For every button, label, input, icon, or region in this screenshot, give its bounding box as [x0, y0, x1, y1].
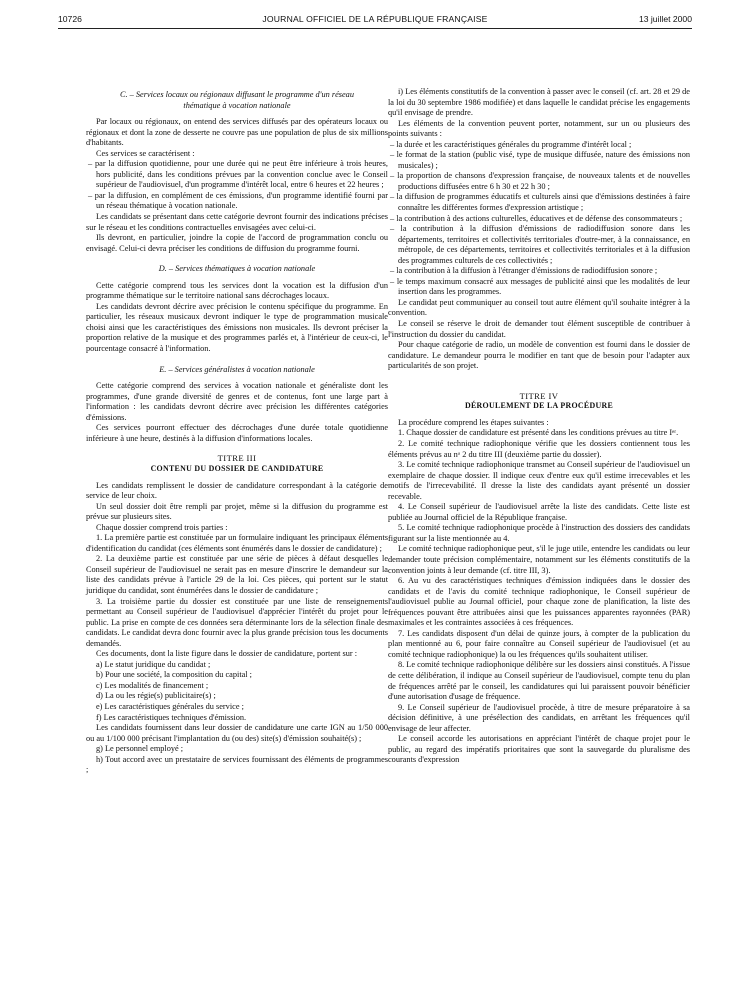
list-item: h) Tout accord avec un prestataire de services fournissant des éléments de programmes ; [86, 754, 388, 775]
section-e-heading: E. – Services généralistes à vocation nationale [159, 364, 315, 374]
paragraph: Les éléments de la convention peuvent porter, notamment, sur un ou plusieurs des points suivants : [388, 118, 690, 139]
list-item: f) Les caractéristiques techniques d'émission. [96, 712, 247, 722]
section-c-heading: C. – Services locaux ou régionaux diffusant le programme d'un réseau thématique à vocation nationale [120, 90, 354, 110]
paragraph: Un seul dossier doit être rempli par projet, même si la diffusion du programme est prévue sur plusieurs sites. [86, 501, 388, 522]
paragraph: 4. Le Conseil supérieur de l'audiovisuel arrête la liste des candidats. Cette liste est publiée au Journal officiel de la République française. [388, 502, 690, 522]
page-number: 10726 [58, 14, 82, 24]
paragraph: Ces documents, dont la liste figure dans le dossier de candidature, portent sur : [96, 649, 358, 659]
paragraph: Le conseil se réserve le droit de demander tout élément susceptible de contribuer à l'instruction du dossier du candidat. [388, 319, 690, 339]
paragraph: Cette catégorie comprend des services à vocation nationale et généraliste dont les programmes, d'une grande diversité de genres et de contenus, font une large part à l'information : les candidats devront décrire avec précision les différentes catégories d'émissions. [86, 381, 388, 422]
paragraph: 3. La troisième partie du dossier est constituée par une liste de renseignements permettant au Conseil supérieur de l'audiovisuel d'apprécier l'intérêt du projet pour le public. La prise en compte de ces données sera déterminante lors de la sélection finale des candidats. Le candidat devra donc fournir avec la plus grande précision tous les documents demandés. [86, 596, 388, 648]
paragraph: Les candidats fournissent dans leur dossier de candidature une carte IGN au 1/50 000 ou au 1/100 000 précisant l'implantation du (ou des) site(s) d'émission souhaité(s) ; [86, 723, 388, 743]
paragraph: Le comité technique radiophonique peut, s'il le juge utile, entendre les candidats ou leur demander toute précision complémentaire, notamment sur les éléments constitutifs de la convention joints à leur demande (cf. titre III, 3). [388, 544, 690, 575]
paragraph: Ces services se caractérisent : [96, 148, 195, 158]
list-item: – la contribution à la diffusion à l'étranger d'émissions de radiodiffusion sonore ; [390, 266, 658, 276]
paragraph: Chaque dossier comprend trois parties : [96, 522, 228, 532]
right-column [388, 87, 690, 766]
list-item: – le format de la station (public visé, type de musique diffusée, nature des émissions non musicales) ; [390, 150, 690, 170]
list-item: d) La ou les régie(s) publicitaire(s) ; [96, 691, 216, 701]
list-item: a) Le statut juridique du candidat ; [96, 659, 211, 669]
paragraph: Pour chaque catégorie de radio, un modèle de convention est fourni dans le dossier de candidature. Le demandeur pourra le modifier en tant que de besoin pour l'adapter aux particularités de son projet. [388, 340, 690, 371]
paragraph: 3. Le comité technique radiophonique transmet au Conseil supérieur de l'audiovisuel un exemplaire de chaque dossier. Il indique ceux d'entre eux qu'il estime irrecevables et les motifs de l'irrecevabilité. Il dresse la liste des candidats ayant présenté un dossier recevable. [388, 460, 690, 501]
paragraph: 7. Les candidats disposent d'un délai de quinze jours, à compter de la publication du plan mentionné au 6, pour faire connaître au Conseil supérieur de l'audiovisuel (et au comité technique radiophonique) la ou les fréquences qu'ils souhaitent utiliser. [388, 628, 690, 659]
paragraph: 6. Au vu des caractéristiques techniques d'émission indiquées dans le dossier des candidats et de l'avis du comité technique radiophonique, le Conseil supérieur de l'audiovisuel publie au Journal officiel, pour chaque zone de planification, la liste des fréquences pouvant être attribuées ainsi que les puissances apparentes rayonnées (PAR) maximales et les contraintes associées à ces fréquences. [388, 576, 690, 628]
paragraph: Les candidats se présentant dans cette catégorie devront fournir des indications précises sur le réseau et les conditions contractuelles envisagées avec celui-ci. [86, 212, 388, 232]
list-item: g) Le personnel employé ; [96, 744, 184, 754]
page-header [58, 12, 692, 29]
list-item: c) Les modalités de financement ; [96, 680, 209, 690]
list-item: – la diffusion de programmes éducatifs et culturels ainsi que d'émissions destinées à faire connaître les différentes formes d'expression artistique ; [390, 192, 690, 213]
publication-date: 13 juillet 2000 [638, 14, 692, 24]
paragraph: Le conseil accorde les autorisations en appréciant l'intérêt de chaque projet pour le public, au regard des impératifs prioritaires que sont la sauvegarde du pluralisme des courants d'expression [388, 734, 690, 765]
list-item: – la contribution à la diffusion d'émissions de radiodiffusion sonore dans les départements, territoires et collectivités territoriales d'outre-mer, à la connaissance, en métropole, de ces départements, territoires et collectivités territoriales et à la diffusion des programmes culturels de ces collectivités ; [390, 224, 690, 265]
titre-iv-heading: TITRE IV [519, 390, 559, 401]
paragraph: Cette catégorie comprend tous les services dont la vocation est la diffusion d'un programme thématique sur le territoire national sans décrochages locaux. [86, 280, 388, 301]
list-item: i) Les éléments constitutifs de la convention à passer avec le conseil (cf. art. 28 et 29 de la loi du 30 septembre 1986 modifiée) et dans laquelle le candidat précise les engagements qu'il envisage de prendre. [388, 87, 690, 118]
titre-iii-subheading: CONTENU DU DOSSIER DE CANDIDATURE [150, 463, 324, 473]
paragraph: 9. Le Conseil supérieur de l'audiovisuel procède, à titre de mesure préparatoire à sa décision définitive, à une présélection des candidats, en arrêtant les fréquences qu'il envisage de leur affecter. [388, 702, 690, 733]
list-item: – la durée et les caractéristiques générales du programme d'intérêt local ; [390, 139, 632, 149]
paragraph: 1. Chaque dossier de candidature est présenté dans les conditions prévues au titre Iᵉʳ. [398, 428, 679, 438]
paragraph: 5. Le comité technique radiophonique procède à l'instruction des dossiers des candidats figurant sur la liste mentionnée au 4. [388, 523, 690, 543]
paragraph: Ils devront, en particulier, joindre la copie de l'accord de programmation conclu ou envisagé. Celui-ci devra préciser les conditions de diffusion du programme fourni. [86, 233, 388, 253]
paragraph: Ces services pourront effectuer des décrochages d'une durée totale quotidienne inférieure à une heure, destinés à la diffusion d'informations locales. [86, 423, 388, 443]
paragraph: 2. La deuxième partie est constituée par une série de pièces à défaut desquelles le Conseil supérieur de l'audiovisuel ne serait pas en mesure d'inscrire le demandeur sur la liste des candidats prévue à l'article 29 de la loi. Ces pièces, qui portent sur le statut juridique du candidat, sont énumérées dans le dossier de candidature ; [86, 554, 388, 595]
paragraph: Les candidats remplissent le dossier de candidature correspondant à la catégorie de service de leur choix. [86, 480, 388, 501]
paragraph: 1. La première partie est constituée par un formulaire indiquant les principaux éléments d'identification du candidat (ces éléments sont énumérés dans le dossier de candidature) ; [86, 533, 388, 553]
list-item: – la proportion de chansons d'expression française, de nouveaux talents et de nouvelles productions diffusées entre 6 h 30 et 22 h 30 ; [390, 171, 690, 191]
titre-iii-heading: TITRE III [217, 453, 257, 464]
paragraph: Par locaux ou régionaux, on entend des services diffusés par des opérateurs locaux ou régionaux et dont la zone de desserte ne couvre pas une population de plus de six millions d'habitants. [86, 117, 388, 148]
list-item: – le temps maximum consacré aux messages de publicité ainsi que les modalités de leur insertion dans les programmes. [390, 276, 690, 297]
paragraph: 2. Le comité technique radiophonique vérifie que les dossiers contiennent tous les éléments prévus au nᵒ 2 du titre III (deuxième partie du dossier). [388, 438, 690, 459]
list-item: b) Pour une société, la composition du capital ; [96, 670, 252, 680]
paragraph: Les candidats devront décrire avec précision le contenu spécifique du programme. En particulier, les réseaux musicaux devront indiquer le type de programmation musicale choisi ainsi que les caractéristiques des émissions non musicales. Ils devront préciser la proportion relative de la musique et des programmes parlés et, à l'intérieur de ceux-ci, le pourcentage consacré à l'information. [86, 301, 388, 354]
paragraph: La procédure comprend les étapes suivantes : [398, 417, 549, 427]
paragraph: 8. Le comité technique radiophonique délibère sur les dossiers ainsi constitués. A l'issue de cette délibération, il indique au Conseil supérieur de l'audiovisuel, compte tenu du plan de fréquences arrêté par le conseil, les candidatures qui lui paraissent pouvoir bénéficier d'une autorisation d'usage de fréquence. [388, 660, 690, 702]
paragraph: Le candidat peut communiquer au conseil tout autre élément qu'il souhaite intégrer à la convention. [388, 297, 690, 318]
left-column [86, 90, 388, 776]
section-d-heading: D. – Services thématiques à vocation nationale [158, 264, 316, 274]
list-item: – par la diffusion quotidienne, pour une durée qui ne peut être inférieure à trois heures, hors publicité, dans les conditions prévues par la convention conclue avec le Conseil supérieur de l'audiovisuel, d'un programme d'intérêt local, entre 6 heures et 22 heures ; [88, 159, 388, 190]
journal-title: JOURNAL OFFICIEL DE LA RÉPUBLIQUE FRANÇAISE [262, 14, 488, 24]
list-item: e) Les caractéristiques générales du service ; [96, 701, 244, 711]
list-item: – par la diffusion, en complément de ces émissions, d'un programme identifié fourni par un réseau thématique à vocation nationale. [88, 190, 388, 211]
list-item: – la contribution à des actions culturelles, éducatives et de défense des consommateurs ; [390, 213, 683, 223]
titre-iv-subheading: DÉROULEMENT DE LA PROCÉDURE [464, 401, 614, 411]
